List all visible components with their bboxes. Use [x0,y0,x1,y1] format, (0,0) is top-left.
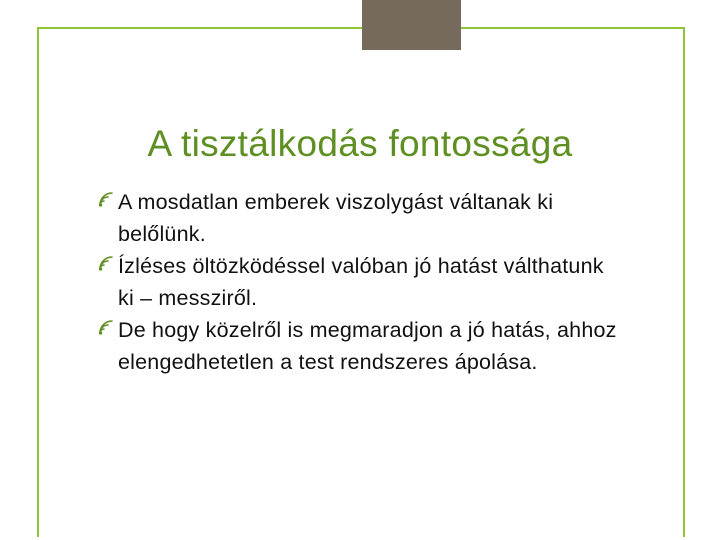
bullet-item-1 [98,186,618,250]
bullet-item-3 [98,314,618,378]
wifi-signal-icon [98,256,116,272]
bullet-text: Ízléses öltözködéssel valóban jó hatást válthatunk ki – messziről. [118,254,604,310]
slide-title: A tisztálkodás fontossága [147,123,573,164]
bullet-text: A mosdatlan emberek viszolygást váltanak ki belőlünk. [118,190,554,246]
accent-block [362,0,461,50]
bullet-text: De hogy közelről is megmaradjon a jó hatás, ahhoz elengedhetetlen a test rendszeres ápolása. [118,318,617,374]
bullet-list [98,186,618,378]
bullet-item-2 [98,250,618,314]
wifi-signal-icon [98,192,116,208]
wifi-signal-icon [98,320,116,336]
